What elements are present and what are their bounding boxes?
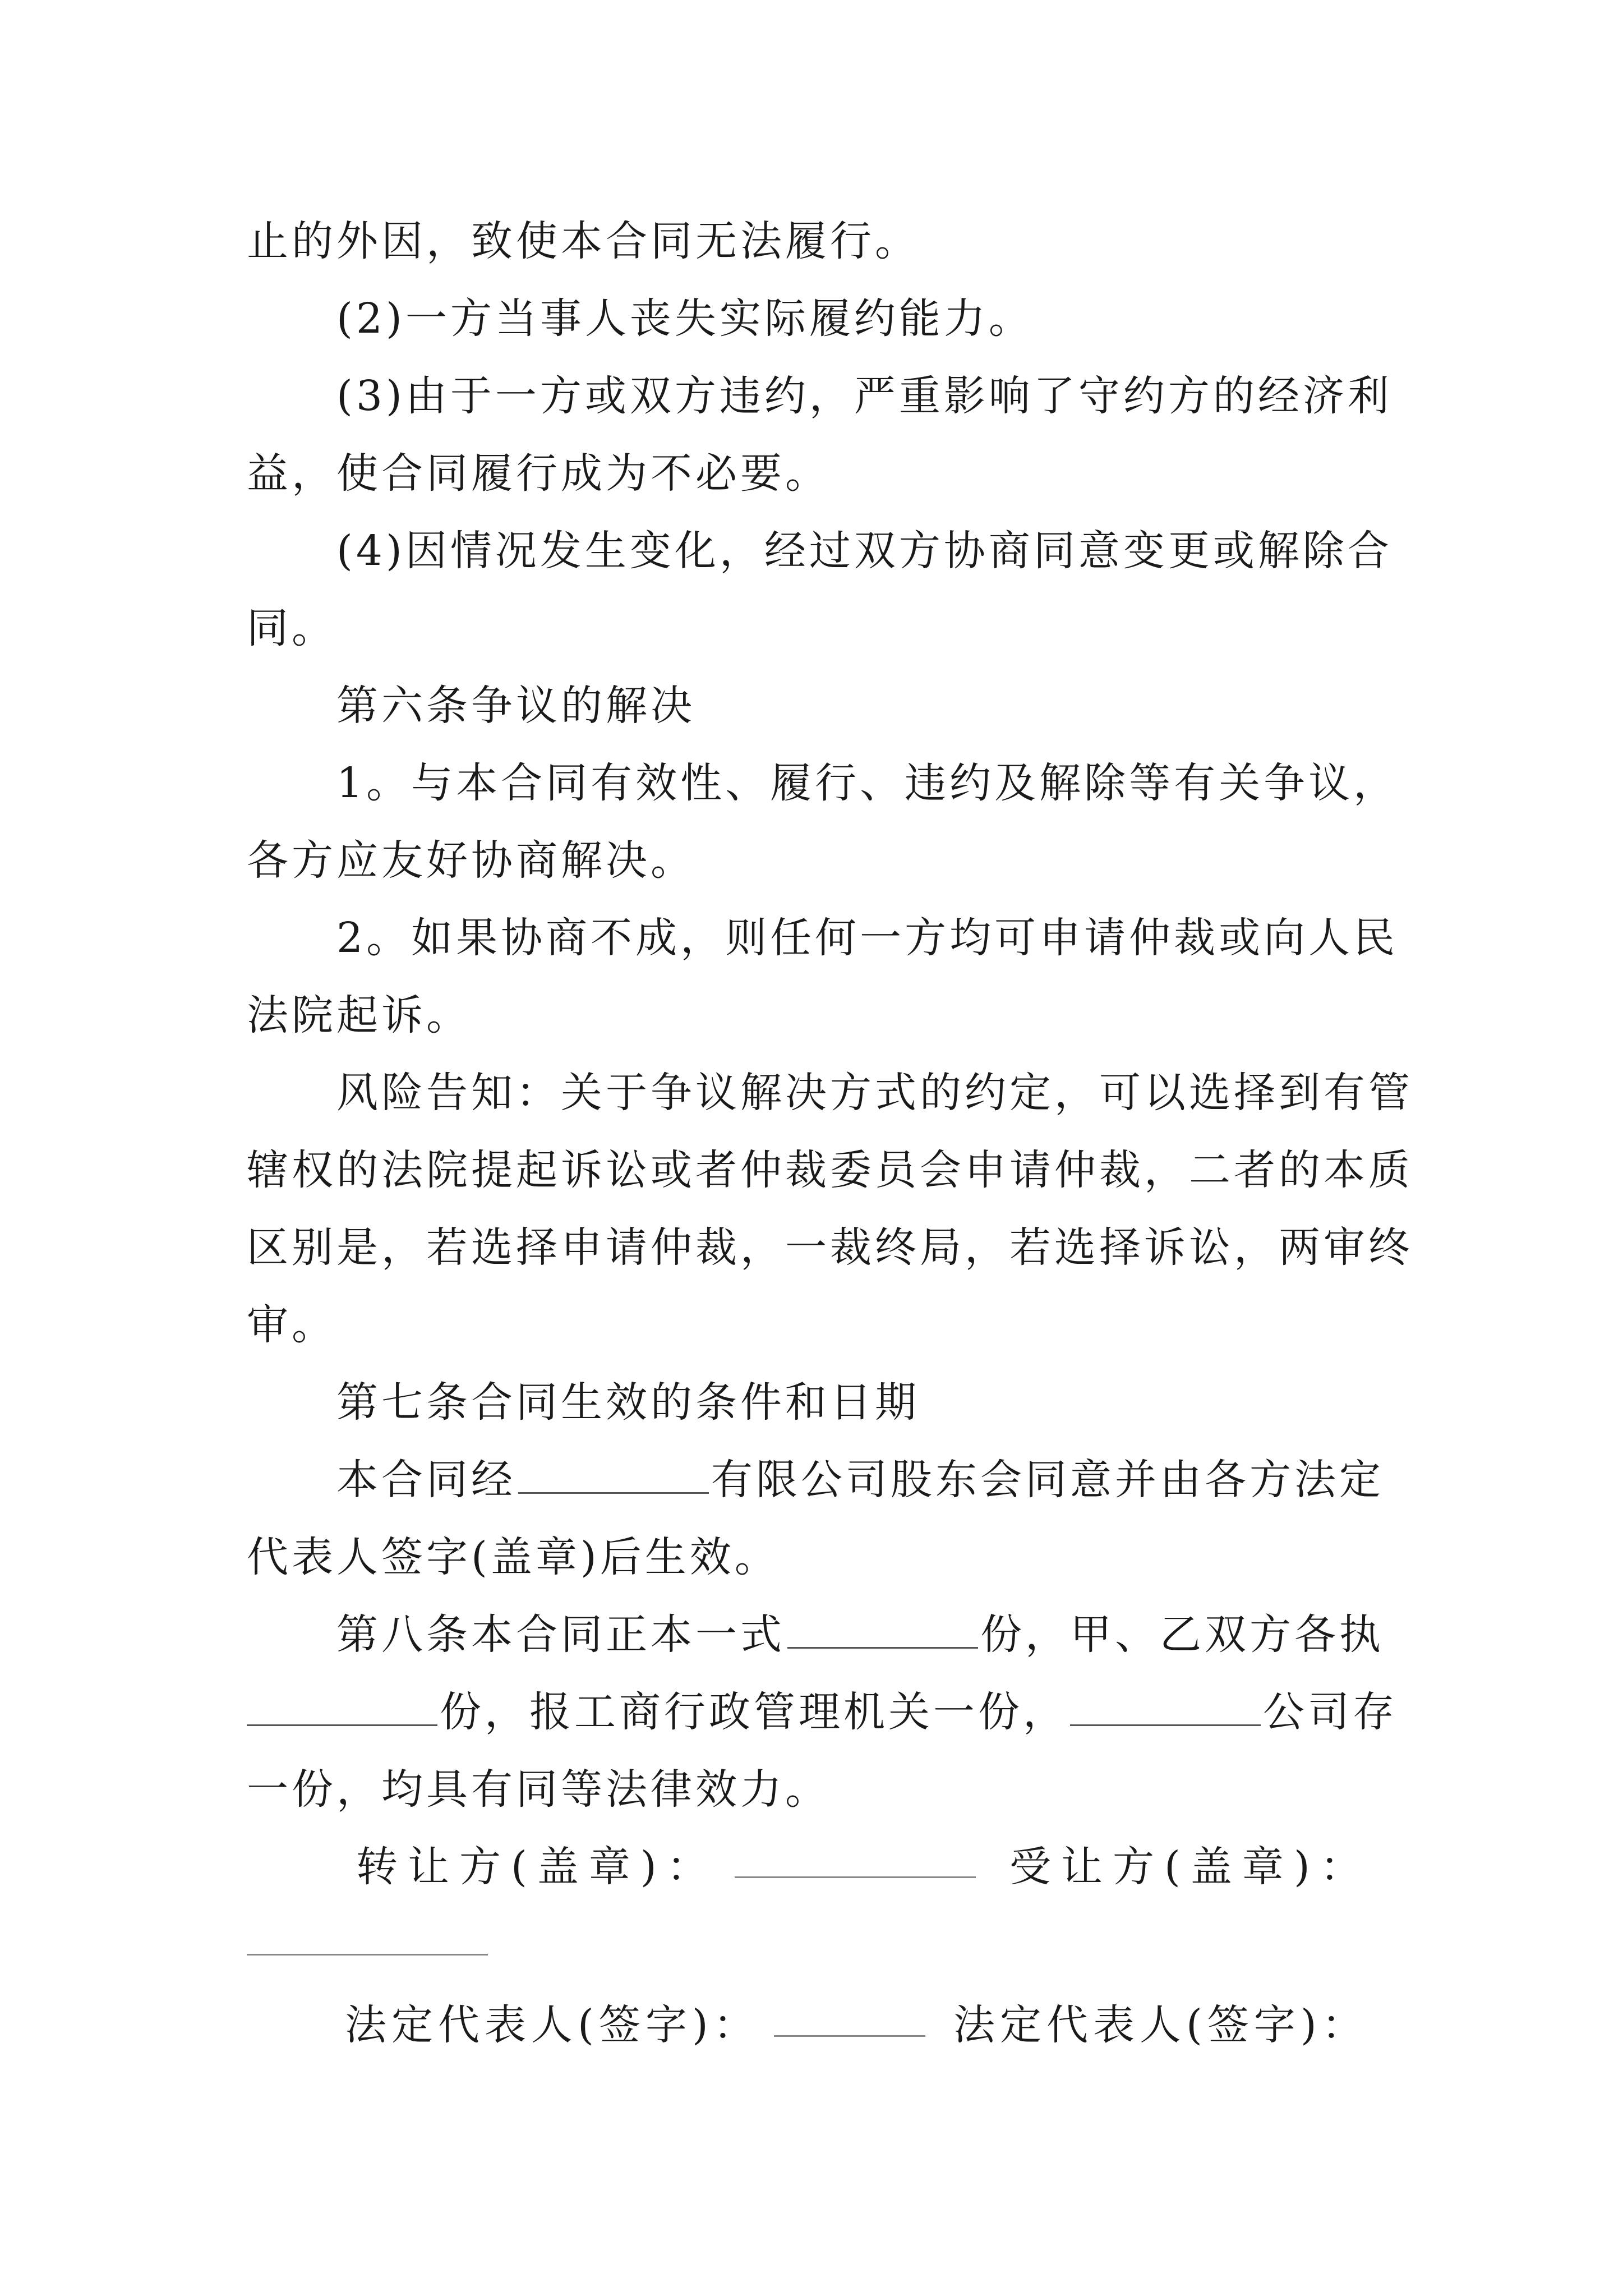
clause7-suffix: 有限公司股东会同意并由各方法定 (711, 1456, 1384, 1504)
clause8-prefix: 第八条本合同正本一式 (336, 1611, 785, 1659)
clause7-line1 (336, 1449, 1384, 1511)
text-line: 各方应友好协商解决。 (247, 836, 695, 885)
copies-count-blank[interactable] (787, 1605, 978, 1649)
transferor-rep-label: 法定代表人(签字)： (345, 2001, 760, 2049)
clause8-suffix: 份，甲、乙双方各执 (980, 1611, 1384, 1659)
text-line: 止的外因，致使本合同无法履行。 (247, 217, 920, 265)
company-name-blank[interactable] (518, 1451, 709, 1494)
text-line: (3)由于一方或双方违约，严重影响了守约方的经济利 (336, 372, 1393, 420)
each-party-copies-blank[interactable] (247, 1683, 437, 1726)
text-line: (2)一方当事人丧失实际履约能力。 (336, 295, 1034, 343)
clause8-line2-mid: 份，报工商行政管理机关一份， (440, 1688, 1068, 1736)
text-line: 风险告知：关于争议解决方式的约定，可以选择到有管 (336, 1069, 1413, 1117)
clause8-line1 (336, 1604, 1384, 1665)
section-heading: 第六条争议的解决 (336, 682, 695, 730)
transferor-rep-blank[interactable] (774, 2035, 925, 2037)
text-line: 法院起诉。 (247, 991, 471, 1039)
clause7-line2: 代表人签字(盖章)后生效。 (247, 1533, 780, 1581)
text-line: 审。 (247, 1301, 336, 1349)
text-line: 辖权的法院提起诉讼或者仲裁委员会申请仲裁，二者的本质 (247, 1146, 1413, 1194)
clause8-line3: 一份，均具有同等法律效力。 (247, 1765, 830, 1814)
transferee-seal-label: 受让方(盖章)： (1009, 1843, 1372, 1891)
transferee-seal-blank[interactable] (247, 1954, 488, 1955)
text-line: 同。 (247, 604, 336, 652)
section-heading: 第七条合同生效的条件和日期 (336, 1378, 920, 1427)
transferee-rep-label: 法定代表人(签字)： (953, 2001, 1368, 2049)
text-line: 区别是，若选择申请仲裁，一裁终局，若选择诉讼，两审终 (247, 1223, 1413, 1272)
text-line: 益，使合同履行成为不必要。 (247, 449, 830, 498)
clause8-line2 (247, 1681, 1398, 1743)
company-copy-blank[interactable] (1070, 1683, 1261, 1726)
text-line: 1。与本合同有效性、履行、违约及解除等有关争议， (336, 759, 1399, 807)
transferor-seal-blank[interactable] (735, 1876, 976, 1878)
text-line: (4)因情况发生变化，经过双方协商同意变更或解除合 (336, 527, 1393, 575)
transferor-seal-label: 转让方(盖章)： (356, 1843, 718, 1891)
clause8-line2-end: 公司存 (1263, 1688, 1398, 1736)
text-line: 2。如果协商不成，则任何一方均可申请仲裁或向人民 (336, 914, 1399, 962)
clause7-prefix: 本合同经 (336, 1456, 516, 1504)
